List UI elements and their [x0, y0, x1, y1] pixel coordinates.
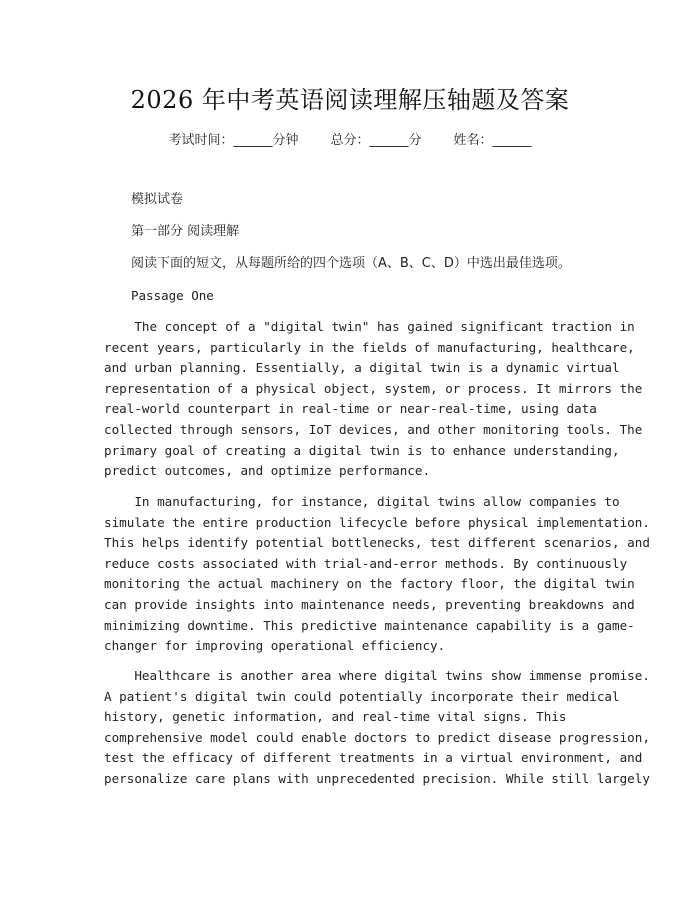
exam-meta-row — [0, 131, 700, 151]
paragraph-line: monitoring the actual machinery on the factory floor, the digital twin — [104, 576, 635, 592]
paragraph-line: recent years, particularly in the fields of manufacturing, healthcare, — [104, 339, 635, 355]
paragraph-line: reduce costs associated with trial-and-error methods. By continuously — [104, 555, 628, 571]
paragraph-line: The concept of a "digital twin" has gained significant traction in — [104, 319, 635, 334]
paragraph-line: minimizing downtime. This predictive maintenance capability is a game- — [104, 617, 635, 633]
paragraph-line: test the efficacy of different treatments in a virtual environment, and — [104, 750, 643, 766]
paragraph-line: In manufacturing, for instance, digital twins allow companies to — [104, 494, 620, 509]
passage-label: Passage One — [131, 288, 214, 303]
paragraph-line: predict outcomes, and optimize performance. — [104, 463, 431, 479]
paragraph-line: history, genetic information, and real-time vital signs. This — [104, 709, 567, 725]
paragraph-line: real-world counterpart in real-time or near-real-time, using data — [104, 401, 597, 417]
paragraph-line: comprehensive model could enable doctors to predict disease progression, — [104, 729, 650, 745]
student-name-field: 姓名：______ — [453, 133, 532, 148]
part-label: 第一部分 阅读理解 — [131, 224, 240, 239]
page-title: 2026 年中考英语阅读理解压轴题及答案 — [130, 86, 570, 114]
exam-time-field: 考试时间：______分钟 — [168, 133, 299, 148]
total-score-field: 总分：______分 — [330, 133, 422, 148]
paragraph-line: simulate the entire production lifecycle before physical implementation. — [104, 514, 650, 530]
paragraph-line: A patient's digital twin could potentially incorporate their medical — [104, 688, 620, 704]
paragraph-line: Healthcare is another area where digital twins show immense promise. — [104, 668, 650, 683]
paragraph-line: collected through sensors, IoT devices, and other monitoring tools. The — [104, 421, 643, 437]
passage-paragraph-3 — [104, 666, 650, 790]
paragraph-line: representation of a physical object, system, or process. It mirrors the — [104, 380, 643, 396]
paragraph-line: primary goal of creating a digital twin is to enhance understanding, — [104, 442, 620, 458]
paragraph-line: personalize care plans with unprecedented precision. While still largely — [104, 770, 650, 786]
paragraph-line: and urban planning. Essentially, a digital twin is a dynamic virtual — [104, 360, 620, 376]
paragraph-line: can provide insights into maintenance needs, preventing breakdowns and — [104, 596, 635, 612]
paragraph-line: changer for improving operational efficiency. — [104, 638, 446, 654]
section-label: 模拟试卷 — [131, 192, 184, 207]
paragraph-line: This helps identify potential bottlenecks, test different scenarios, and — [104, 535, 650, 551]
passage-paragraph-2 — [104, 492, 650, 657]
passage-paragraph-1 — [104, 317, 643, 482]
instruction-text: 阅读下面的短文，从每题所给的四个选项（A、B、C、D）中选出最佳选项。 — [131, 256, 571, 271]
